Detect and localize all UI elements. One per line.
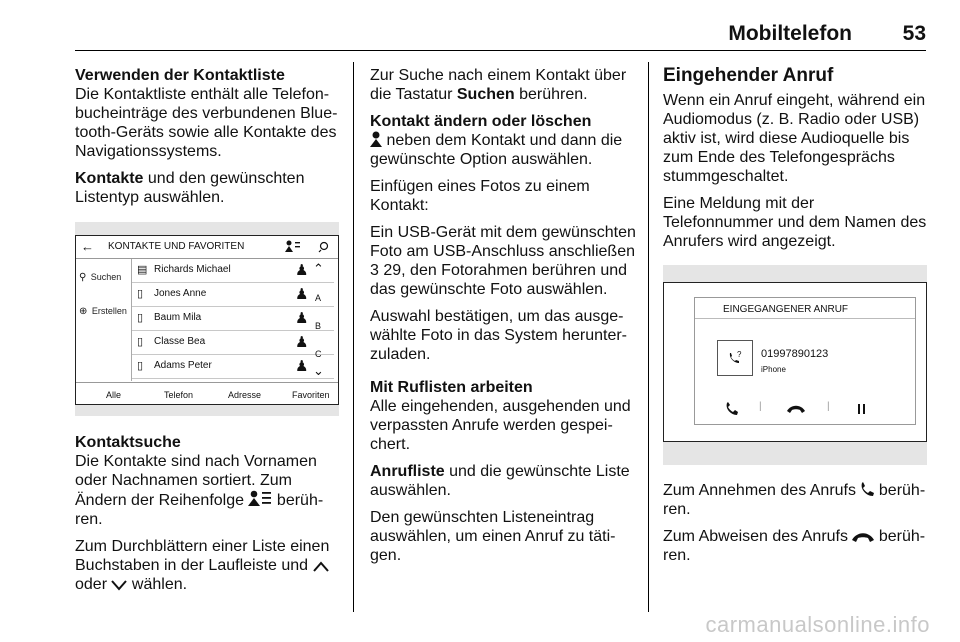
sort-order-icon[interactable]: [284, 240, 300, 254]
paragraph: Die Kontakte sind nach Vornamen oder Nachnamen sortiert. Zum Ändern der Reihenfolge berüh- ren.: [75, 453, 324, 528]
paragraph: Den gewünschten Listeneintrag auswählen, um einen Anruf zu täti- gen.: [370, 509, 616, 564]
contacts-screen: [75, 235, 339, 405]
contact-row[interactable]: ▯ Adams Peter ♟: [132, 355, 334, 379]
screenshot-contacts: [75, 222, 339, 416]
page-title: Mobiltelefon: [728, 22, 852, 45]
caller-photo[interactable]: [717, 340, 753, 376]
tab-favoriten[interactable]: Favoriten: [292, 390, 330, 400]
contacts-title: KONTAKTE UND FAVORITEN: [108, 241, 245, 252]
back-arrow-icon[interactable]: ←: [81, 239, 94, 254]
accept-call-icon[interactable]: [725, 402, 739, 416]
caller-number: 01997890123: [761, 348, 829, 360]
phone-question-icon: [727, 350, 743, 366]
page-number: 53: [902, 22, 926, 45]
sidebar-search[interactable]: ⚲ Suchen: [79, 272, 122, 283]
paragraph: Eine Meldung mit der Telefonnummer und dem Namen des Anrufers wird angezeigt.: [663, 195, 927, 250]
paragraph: Ein USB-Gerät mit dem gewünschten Foto am USB-Anschluss anschließen 3 29, den Fotorahmen berühren und das gewünschte Foto auswählen.: [370, 224, 636, 298]
paragraph: Zum Annehmen des Anrufs berüh- ren.: [663, 482, 926, 518]
sidebar-create[interactable]: ⊕ Erstellen: [79, 306, 127, 317]
sort-order-icon: [248, 490, 272, 507]
page-header: [0, 0, 960, 50]
section-heading: Mit Ruflisten arbeiten: [370, 379, 533, 396]
contact-row[interactable]: ▯ Baum Mila ♟: [132, 307, 334, 331]
contacts-sidebar: [76, 259, 132, 381]
phone-icon: ▯: [137, 288, 144, 300]
paragraph: Kontakte und den gewünschten Listentyp auswählen.: [75, 170, 305, 206]
list-type-tabs: [76, 382, 338, 405]
paragraph: Alle eingehenden, ausgehenden und verpassten Anrufe werden gespei- chert.: [370, 398, 631, 453]
chevron-down-icon[interactable]: ⌄: [313, 363, 324, 378]
paragraph: Auswahl bestätigen, um das ausge- wählte Foto in das System herunter- zuladen.: [370, 308, 628, 363]
contacts-titlebar: [76, 236, 338, 259]
section-heading: Kontaktsuche: [75, 434, 181, 451]
contact-row[interactable]: ▯ Classe Bea ♟: [132, 331, 334, 355]
search-icon: ⚲: [79, 272, 87, 283]
column-3: [663, 66, 927, 259]
tab-alle[interactable]: Alle: [106, 390, 122, 400]
letter-scrollbar[interactable]: ⌃ A B C ⌄: [313, 261, 324, 378]
section-heading: Eingehender Anruf: [663, 65, 834, 86]
call-frame: [694, 297, 916, 425]
contact-row[interactable]: ▯ Jones Anne ♟: [132, 283, 334, 307]
divider: |: [759, 401, 762, 412]
tab-telefon[interactable]: Telefon: [164, 390, 194, 400]
column-1-lower: [75, 433, 343, 602]
caller-device: iPhone: [761, 365, 786, 374]
address-card-icon: ▤: [137, 264, 148, 276]
paragraph: Zum Abweisen des Anrufs berüh- ren.: [663, 528, 926, 564]
call-titlebar: [695, 298, 915, 319]
phone-icon: ▯: [137, 312, 144, 324]
edit-contact-icon: [370, 131, 382, 147]
edit-contact-icon[interactable]: ♟: [295, 262, 309, 279]
section-heading: Verwenden der Kontaktliste: [75, 67, 285, 84]
paragraph: Anrufliste und die gewünschte Liste auswählen.: [370, 463, 630, 499]
paragraph: Zum Durchblättern einer Liste einen Buchstaben in der Laufleiste und oder wählen.: [75, 538, 330, 593]
contact-row[interactable]: ▤ Richards Michael ♟: [132, 259, 334, 283]
edit-contact-icon[interactable]: ♟: [295, 358, 309, 375]
paragraph: neben dem Kontakt und dann die gewünschte Option auswählen.: [370, 132, 623, 168]
incoming-call-screen: [663, 282, 927, 442]
edit-contact-icon[interactable]: ♟: [295, 334, 309, 351]
column-2: [370, 66, 638, 573]
accept-call-icon: [860, 482, 874, 497]
call-actions: [695, 398, 915, 422]
paragraph: Zur Suche nach einem Kontakt über die Tastatur Suchen berühren.: [370, 67, 627, 103]
add-icon: ⊕: [79, 306, 88, 317]
chevron-up-icon[interactable]: ⌃: [313, 261, 324, 276]
phone-icon: ▯: [137, 360, 144, 372]
section-heading: Kontakt ändern oder löschen: [370, 113, 592, 130]
header-rule: [75, 50, 926, 51]
call-title: EINGEGANGENER ANRUF: [723, 304, 849, 315]
column-divider: [648, 62, 649, 612]
phone-icon: ▯: [137, 336, 144, 348]
watermark: carmanualsonline.info: [705, 612, 930, 637]
search-icon[interactable]: [318, 241, 330, 253]
edit-contact-icon[interactable]: ♟: [295, 310, 309, 327]
column-1: [75, 66, 343, 215]
screenshot-incoming-call: [663, 265, 927, 465]
tab-adresse[interactable]: Adresse: [228, 390, 262, 400]
paragraph: Wenn ein Anruf eingeht, während ein Audiomodus (z. B. Radio oder USB) aktiv ist, wird diese Audioquelle bis zum Ende des Telefongesprächs stummgeschaltet.: [663, 92, 926, 185]
chevron-up-icon: [313, 560, 329, 572]
svg-text:?: ?: [737, 350, 742, 359]
column-3-lower: [663, 481, 927, 573]
paragraph: Die Kontaktliste enthält alle Telefon- bucheinträge des verbundenen Blue- tooth-Geräts sowie alle Kontakte des Navigationssystems.: [75, 86, 338, 160]
edit-contact-icon[interactable]: ♟: [295, 286, 309, 303]
column-divider: [353, 62, 354, 612]
chevron-down-icon: [111, 579, 127, 591]
pause-icon[interactable]: [858, 404, 866, 414]
paragraph: Einfügen eines Fotos zu einem Kontakt:: [370, 178, 590, 214]
reject-call-icon: [852, 531, 874, 543]
reject-call-icon[interactable]: [787, 404, 805, 414]
divider: |: [827, 401, 830, 412]
